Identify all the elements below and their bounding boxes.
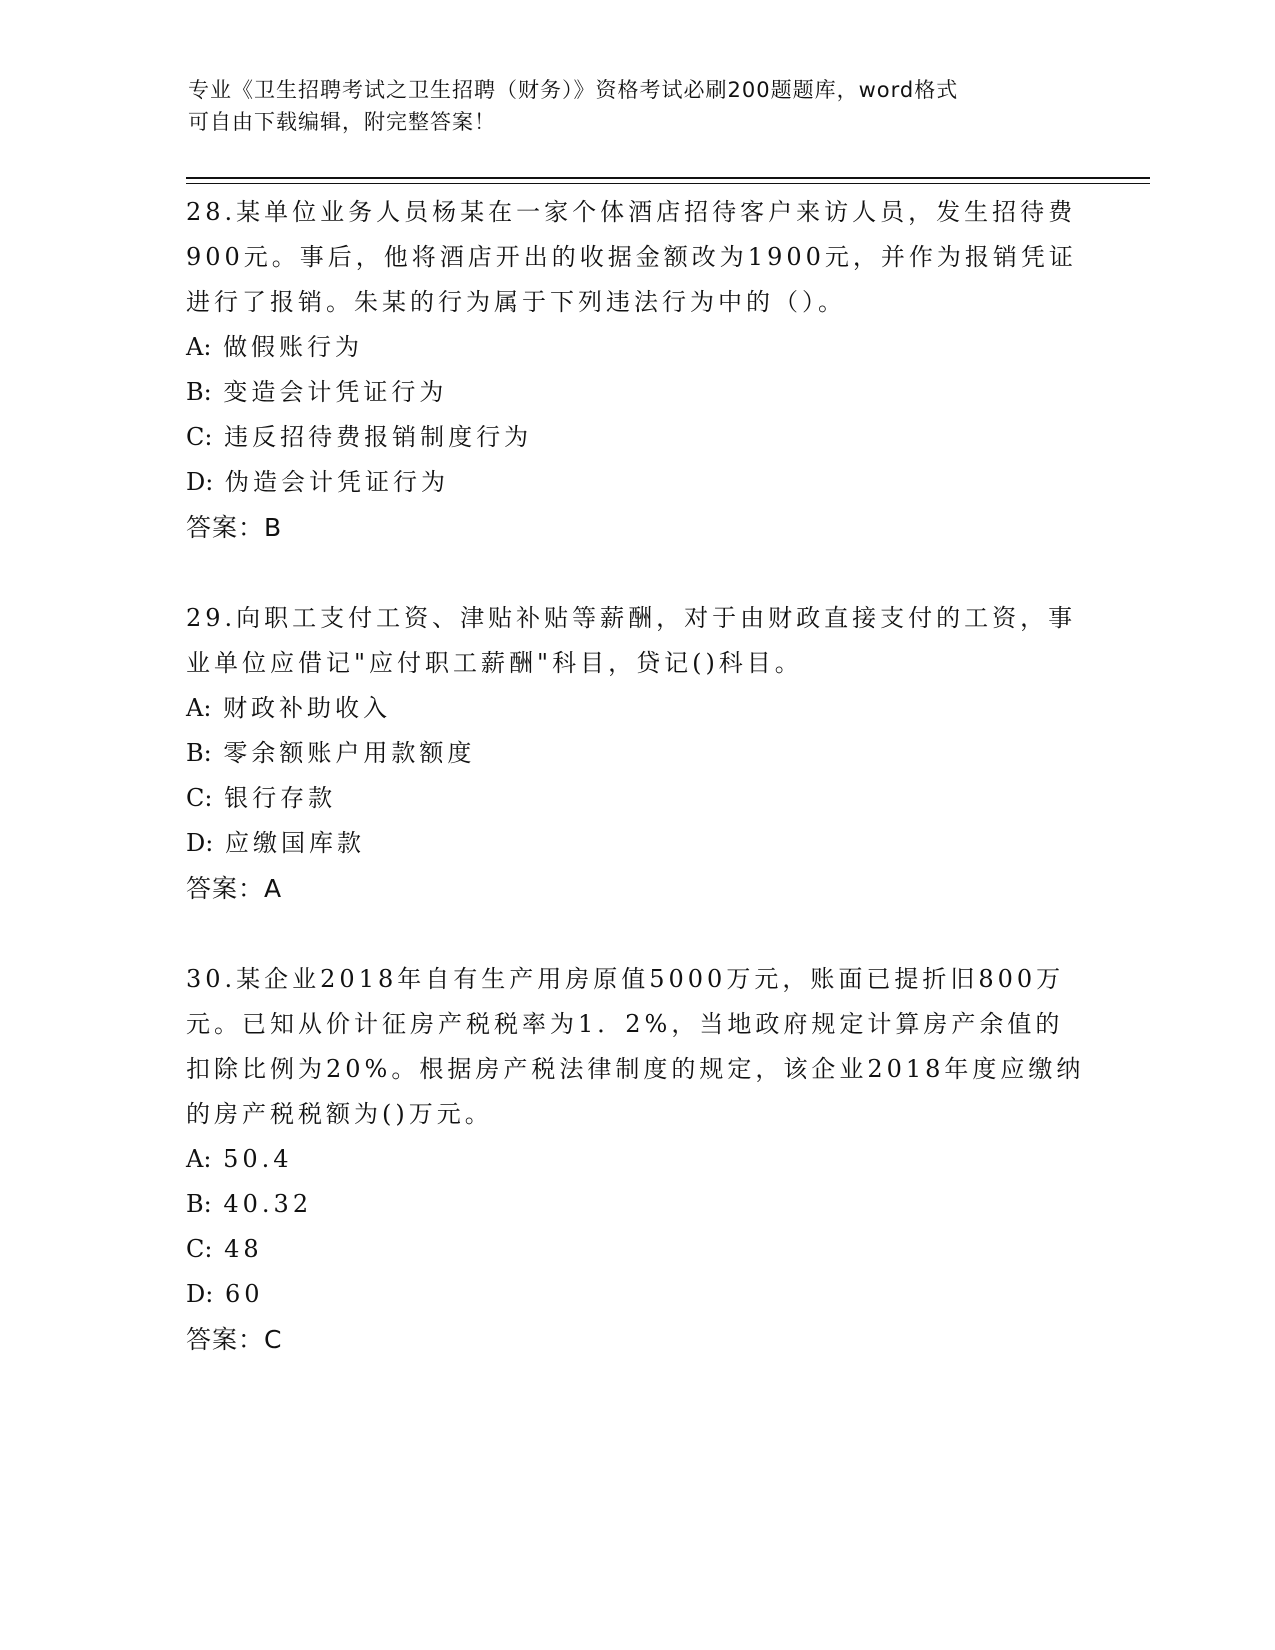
option-d — [186, 1272, 1086, 1317]
header-divider-thin — [186, 183, 1150, 184]
option-letter: D: — [186, 468, 214, 496]
option-text: 40.32 — [223, 1190, 313, 1218]
option-text: 违反招待费报销制度行为 — [224, 423, 533, 451]
option-text: 伪造会计凭证行为 — [224, 468, 449, 496]
option-text: 零余额账户用款额度 — [223, 739, 476, 767]
option-c — [186, 776, 1086, 821]
option-a — [186, 1137, 1086, 1182]
header-line-1: 专业《卫生招聘考试之卫生招聘（财务）》资格考试必刷200题题库，word格式 — [188, 78, 959, 102]
question-29 — [186, 596, 1086, 911]
option-text: 变造会计凭证行为 — [223, 378, 448, 406]
question-stem: 29.向职工支付工资、津贴补贴等薪酬，对于由财政直接支付的工资，事业单位应借记"应付职工薪酬"科目，贷记()科目。 — [186, 604, 1077, 677]
option-b — [186, 1182, 1086, 1227]
option-d — [186, 821, 1086, 866]
option-letter: A: — [186, 333, 212, 361]
option-a — [186, 325, 1086, 370]
question-28 — [186, 190, 1086, 550]
document-header — [188, 74, 1088, 138]
answer-line: 答案：A — [186, 874, 283, 903]
option-letter: A: — [186, 1145, 212, 1173]
option-c — [186, 415, 1086, 460]
question-stem: 28.某单位业务人员杨某在一家个体酒店招待客户来访人员，发生招待费900元。事后，他将酒店开出的收据金额改为1900元，并作为报销凭证进行了报销。朱某的行为属于下列违法行为中的（）。 — [186, 198, 1077, 316]
option-text: 银行存款 — [224, 784, 337, 812]
option-text: 48 — [224, 1235, 263, 1263]
question-stem: 30.某企业2018年自有生产用房原值5000万元，账面已提折旧800万元。已知从价计征房产税税率为1．2%，当地政府规定计算房产余值的扣除比例为20%。根据房产税法律制度的规定，该企业2018年度应缴纳的房产税税额为()万元。 — [186, 965, 1085, 1128]
option-text: 50.4 — [223, 1145, 293, 1173]
question-list — [186, 190, 1086, 1408]
option-b — [186, 731, 1086, 776]
option-letter: D: — [186, 1280, 214, 1308]
option-letter: A: — [186, 694, 212, 722]
answer-line: 答案：B — [186, 513, 283, 542]
option-letter: B: — [186, 739, 212, 767]
option-letter: D: — [186, 829, 214, 857]
question-30 — [186, 957, 1086, 1362]
option-text: 60 — [224, 1280, 264, 1308]
option-c — [186, 1227, 1086, 1272]
option-text: 做假账行为 — [223, 333, 364, 361]
option-letter: B: — [186, 1190, 212, 1218]
option-letter: B: — [186, 378, 212, 406]
header-divider-thick — [186, 177, 1150, 179]
option-a — [186, 686, 1086, 731]
option-letter: C: — [186, 1235, 213, 1263]
option-text: 应缴国库款 — [224, 829, 365, 857]
option-text: 财政补助收入 — [223, 694, 392, 722]
header-line-2: 可自由下载编辑，附完整答案！ — [188, 110, 496, 134]
option-b — [186, 370, 1086, 415]
option-letter: C: — [186, 423, 213, 451]
answer-line: 答案：C — [186, 1325, 283, 1354]
option-letter: C: — [186, 784, 213, 812]
option-d — [186, 460, 1086, 505]
